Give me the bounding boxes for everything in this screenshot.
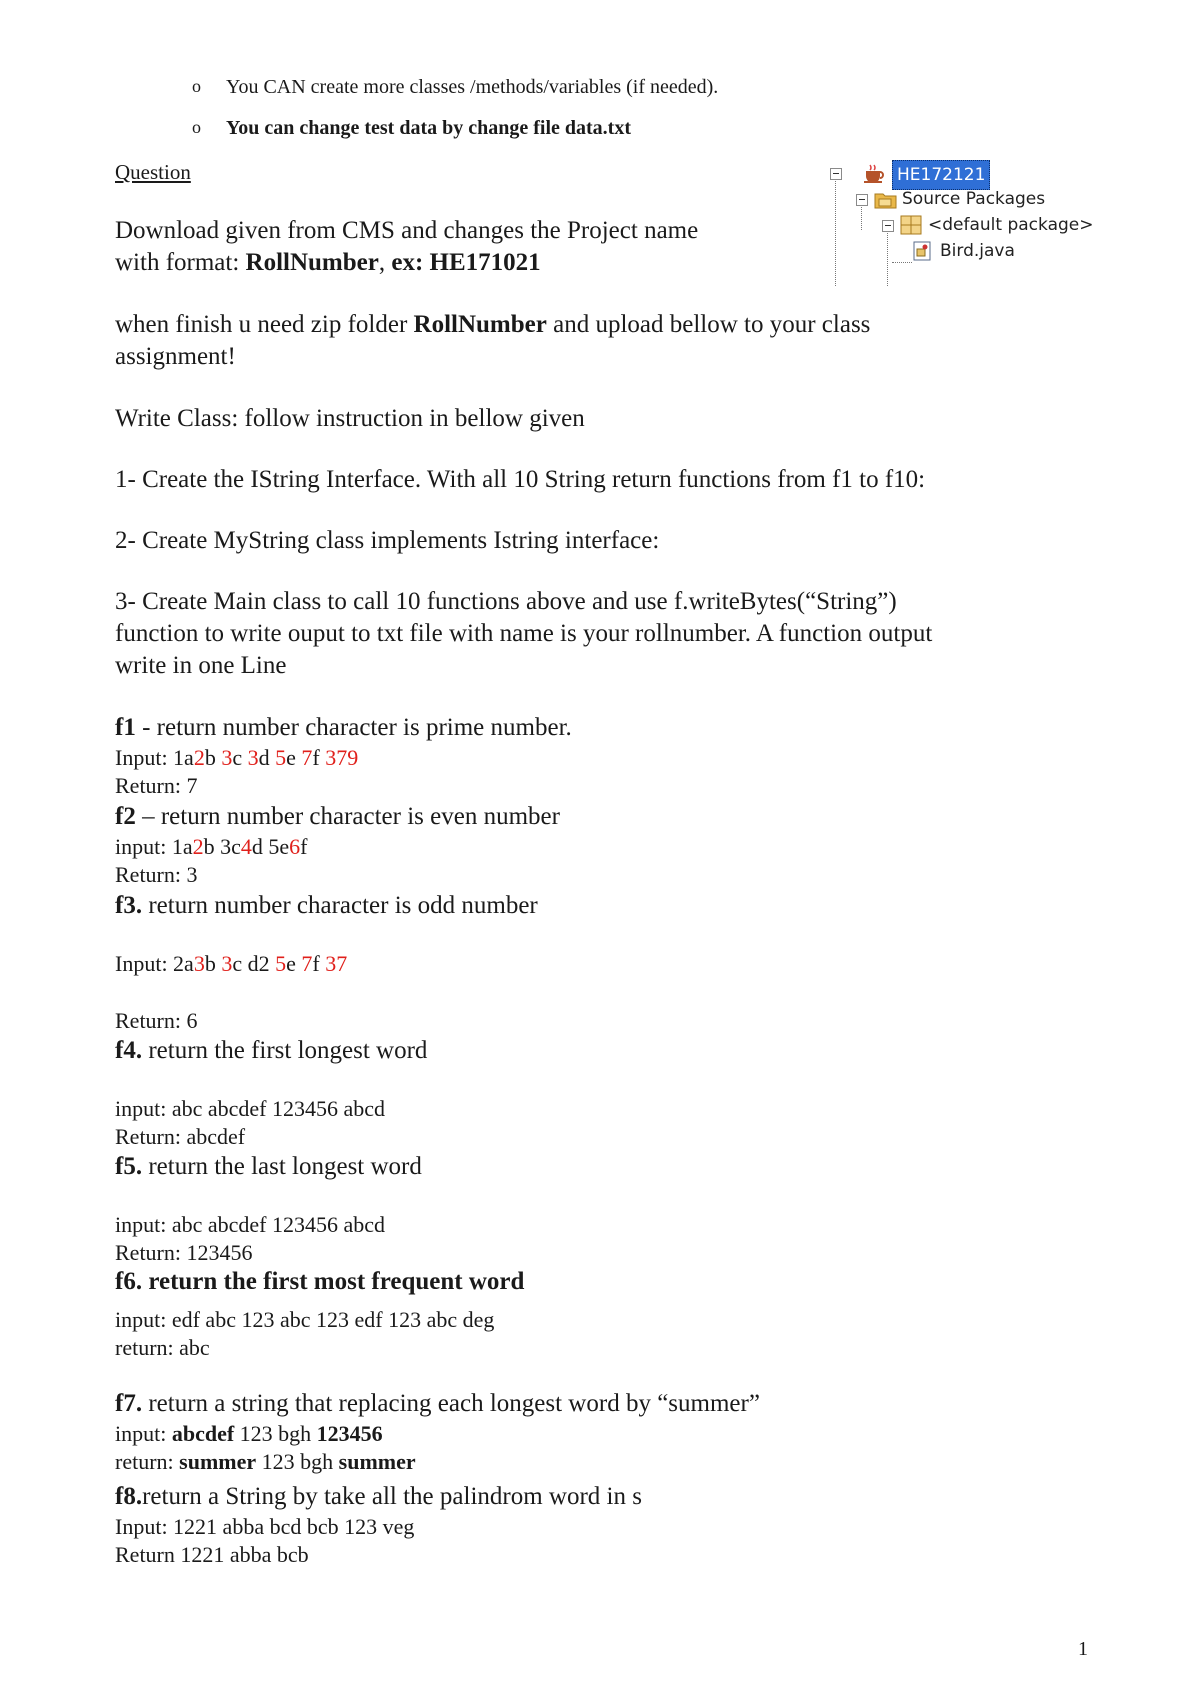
f3-input xyxy=(115,951,347,977)
input-text: e xyxy=(286,745,302,770)
folder-icon xyxy=(874,190,898,218)
input-text: e xyxy=(286,951,302,976)
input-value xyxy=(193,834,308,859)
project-name: HE172121 xyxy=(892,160,990,190)
question-title: Question xyxy=(115,160,191,184)
input-value xyxy=(194,745,358,770)
collapse-toggle-icon[interactable] xyxy=(882,220,894,232)
intro-line-4: assignment! xyxy=(115,343,236,370)
input-label: input: 1a xyxy=(115,834,193,859)
f6-input: input: edf abc 123 abc 123 edf 123 abc deg xyxy=(115,1307,495,1332)
input-label: input: xyxy=(115,1421,172,1446)
f8-title xyxy=(115,1481,642,1513)
function-label: f2 xyxy=(115,803,136,830)
input-text: f xyxy=(312,745,326,770)
java-file-icon xyxy=(912,241,932,269)
input-bold: abcdef xyxy=(171,1421,235,1446)
highlighted-digit: 5 xyxy=(275,951,287,976)
collapse-toggle-icon[interactable] xyxy=(830,168,842,180)
intro-text: with format: xyxy=(115,249,246,276)
bullet-item xyxy=(192,76,719,99)
f8-return: Return 1221 abba bcb xyxy=(115,1542,309,1567)
function-label: f1 xyxy=(115,714,136,741)
function-title: return the last longest word xyxy=(142,1153,422,1180)
package-icon xyxy=(900,215,922,243)
project-tree xyxy=(822,160,1122,286)
intro-text: , xyxy=(378,249,392,276)
step-3-line-3: write in one Line xyxy=(115,652,287,679)
intro-line-1: Download given from CMS and changes the Project name xyxy=(115,217,699,244)
function-label: f7. xyxy=(115,1390,143,1417)
intro-text: when finish u need zip folder xyxy=(115,311,414,338)
f5-input: input: abc abcdef 123456 abcd xyxy=(115,1212,386,1237)
input-text: b xyxy=(204,951,222,976)
bullet-marker: o xyxy=(192,76,201,96)
function-title: return a String by take all the palindrom word in s xyxy=(142,1483,642,1510)
function-title: return the first longest word xyxy=(142,1037,428,1064)
function-label: f8. xyxy=(115,1483,143,1510)
function-label: f4. xyxy=(115,1037,143,1064)
highlighted-digit: 3 xyxy=(221,951,233,976)
bullet-text: You CAN create more classes /methods/variables (if needed). xyxy=(226,76,719,98)
f6-return: return: abc xyxy=(115,1335,210,1360)
f4-return: Return: abcdef xyxy=(115,1124,246,1149)
function-title: return the first most frequent word xyxy=(142,1268,525,1295)
f3-return: Return: 6 xyxy=(115,1008,198,1033)
f7-title xyxy=(115,1388,760,1420)
default-package-label: <default package> xyxy=(928,215,1094,235)
f8-input: Input: 1221 abba bcd bcb 123 veg xyxy=(115,1514,415,1539)
f6-title xyxy=(115,1266,524,1298)
input-text: c d2 xyxy=(232,951,276,976)
highlighted-digit: 37 xyxy=(325,951,348,976)
f1-input xyxy=(115,745,358,771)
f2-return: Return: 3 xyxy=(115,862,198,887)
step-2: 2- Create MyString class implements Istring interface: xyxy=(115,527,660,554)
input-text: b xyxy=(204,745,222,770)
function-title: - return number character is prime number. xyxy=(135,714,572,741)
f4-title xyxy=(115,1035,427,1067)
function-title: return a string that replacing each longest word by “summer” xyxy=(142,1390,760,1417)
f5-title xyxy=(115,1151,422,1183)
bullet-item xyxy=(192,117,631,140)
input-text: d xyxy=(258,745,276,770)
input-label: Input: 2a xyxy=(115,951,194,976)
return-bold: summer xyxy=(179,1449,257,1474)
return-label: return: xyxy=(115,1449,180,1474)
f1-return: Return: 7 xyxy=(115,773,198,798)
f2-input xyxy=(115,834,307,860)
highlighted-digit: 2 xyxy=(193,745,205,770)
bullet-marker: o xyxy=(192,117,201,137)
f3-title xyxy=(115,890,538,922)
return-bold: summer xyxy=(338,1449,416,1474)
highlighted-digit: 7 xyxy=(301,745,313,770)
f4-input: input: abc abcdef 123456 abcd xyxy=(115,1096,386,1121)
f2-title xyxy=(115,801,560,833)
highlighted-digit: 4 xyxy=(240,834,252,859)
highlighted-digit: 6 xyxy=(289,834,301,859)
intro-text: and upload bellow to your class xyxy=(546,311,871,338)
page-number: 1 xyxy=(1078,1638,1088,1660)
function-label: f5. xyxy=(115,1153,143,1180)
highlighted-digit: 3 xyxy=(193,951,205,976)
f7-input xyxy=(115,1421,383,1447)
highlighted-digit: 3 xyxy=(221,745,233,770)
intro-bold: RollNumber xyxy=(245,249,379,276)
function-title: – return number character is even number xyxy=(135,803,560,830)
input-bold: 123456 xyxy=(316,1421,383,1446)
bullet-text: You can change test data by change file data.txt xyxy=(226,117,631,139)
f7-return xyxy=(115,1449,416,1475)
input-text: 123 bgh xyxy=(234,1421,317,1446)
input-value xyxy=(194,951,347,976)
return-text: 123 bgh xyxy=(256,1449,339,1474)
step-1: 1- Create the IString Interface. With all 10 String return functions from f1 to f10: xyxy=(115,466,926,493)
highlighted-digit: 5 xyxy=(275,745,287,770)
f1-title xyxy=(115,712,572,744)
input-text: b 3c xyxy=(203,834,241,859)
function-label: f6. xyxy=(115,1268,143,1295)
highlighted-digit: 7 xyxy=(301,951,313,976)
f5-return: Return: 123456 xyxy=(115,1240,253,1265)
input-text: d 5e xyxy=(251,834,290,859)
java-cup-icon xyxy=(862,164,886,192)
collapse-toggle-icon[interactable] xyxy=(856,194,868,206)
function-label: f3. xyxy=(115,892,143,919)
intro-bold: RollNumber xyxy=(413,311,547,338)
highlighted-digit: 379 xyxy=(325,745,359,770)
intro-bold: ex: HE171021 xyxy=(391,249,541,276)
input-text: c xyxy=(232,745,248,770)
function-title: return number character is odd number xyxy=(142,892,538,919)
intro-line-3 xyxy=(115,309,870,341)
source-packages-label: Source Packages xyxy=(902,189,1046,209)
input-label: Input: 1a xyxy=(115,745,194,770)
highlighted-digit: 3 xyxy=(247,745,259,770)
intro-line-5: Write Class: follow instruction in bellow given xyxy=(115,405,585,432)
highlighted-digit: 2 xyxy=(192,834,204,859)
step-3-line-1: 3- Create Main class to call 10 functions above and use f.writeBytes(“String”) xyxy=(115,588,897,615)
file-label: Bird.java xyxy=(940,241,1015,261)
input-text: f xyxy=(312,951,326,976)
intro-line-2 xyxy=(115,247,541,279)
step-3-line-2: function to write ouput to txt file with name is your rollnumber. A function output xyxy=(115,620,933,647)
input-text: f xyxy=(300,834,308,859)
